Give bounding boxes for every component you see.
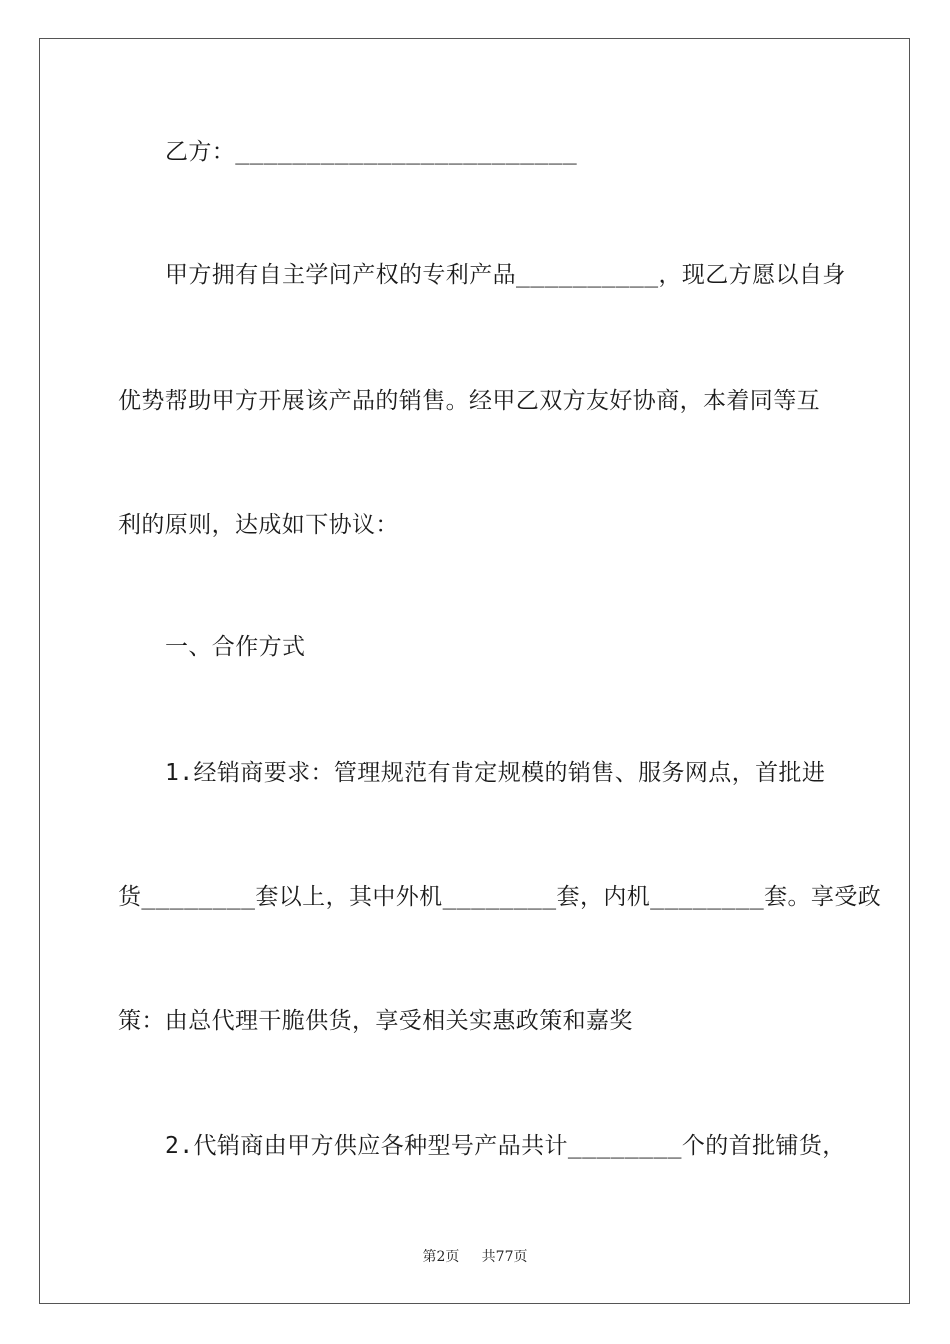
page-total: 共77页 xyxy=(481,1249,528,1265)
clause-1-line-1: 1.经销商要求：管理规范有肯定规模的销售、服务网点，首批进 xyxy=(165,760,826,786)
page-footer xyxy=(0,1246,950,1266)
clause-1-line-3: 策：由总代理干脆供货，享受相关实惠政策和嘉奖 xyxy=(118,1008,633,1034)
paragraph-line-2: 优势帮助甲方开展该产品的销售。经甲乙双方友好协商，本着同等互 xyxy=(118,388,820,414)
paragraph-line-1: 甲方拥有自主学问产权的专利产品__________，现乙方愿以自身 xyxy=(165,262,846,288)
section-heading: 一、合作方式 xyxy=(165,634,306,660)
clause-2-line-1: 2.代销商由甲方供应各种型号产品共计________个的首批铺货， xyxy=(165,1133,846,1159)
page-border xyxy=(39,38,910,1304)
paragraph-line-3: 利的原则，达成如下协议： xyxy=(118,512,399,538)
party-b-line: 乙方：________________________ xyxy=(165,139,578,165)
page-number: 第2页 xyxy=(422,1249,460,1265)
clause-1-line-2: 货________套以上，其中外机________套，内机________套。享受政 xyxy=(118,884,882,910)
